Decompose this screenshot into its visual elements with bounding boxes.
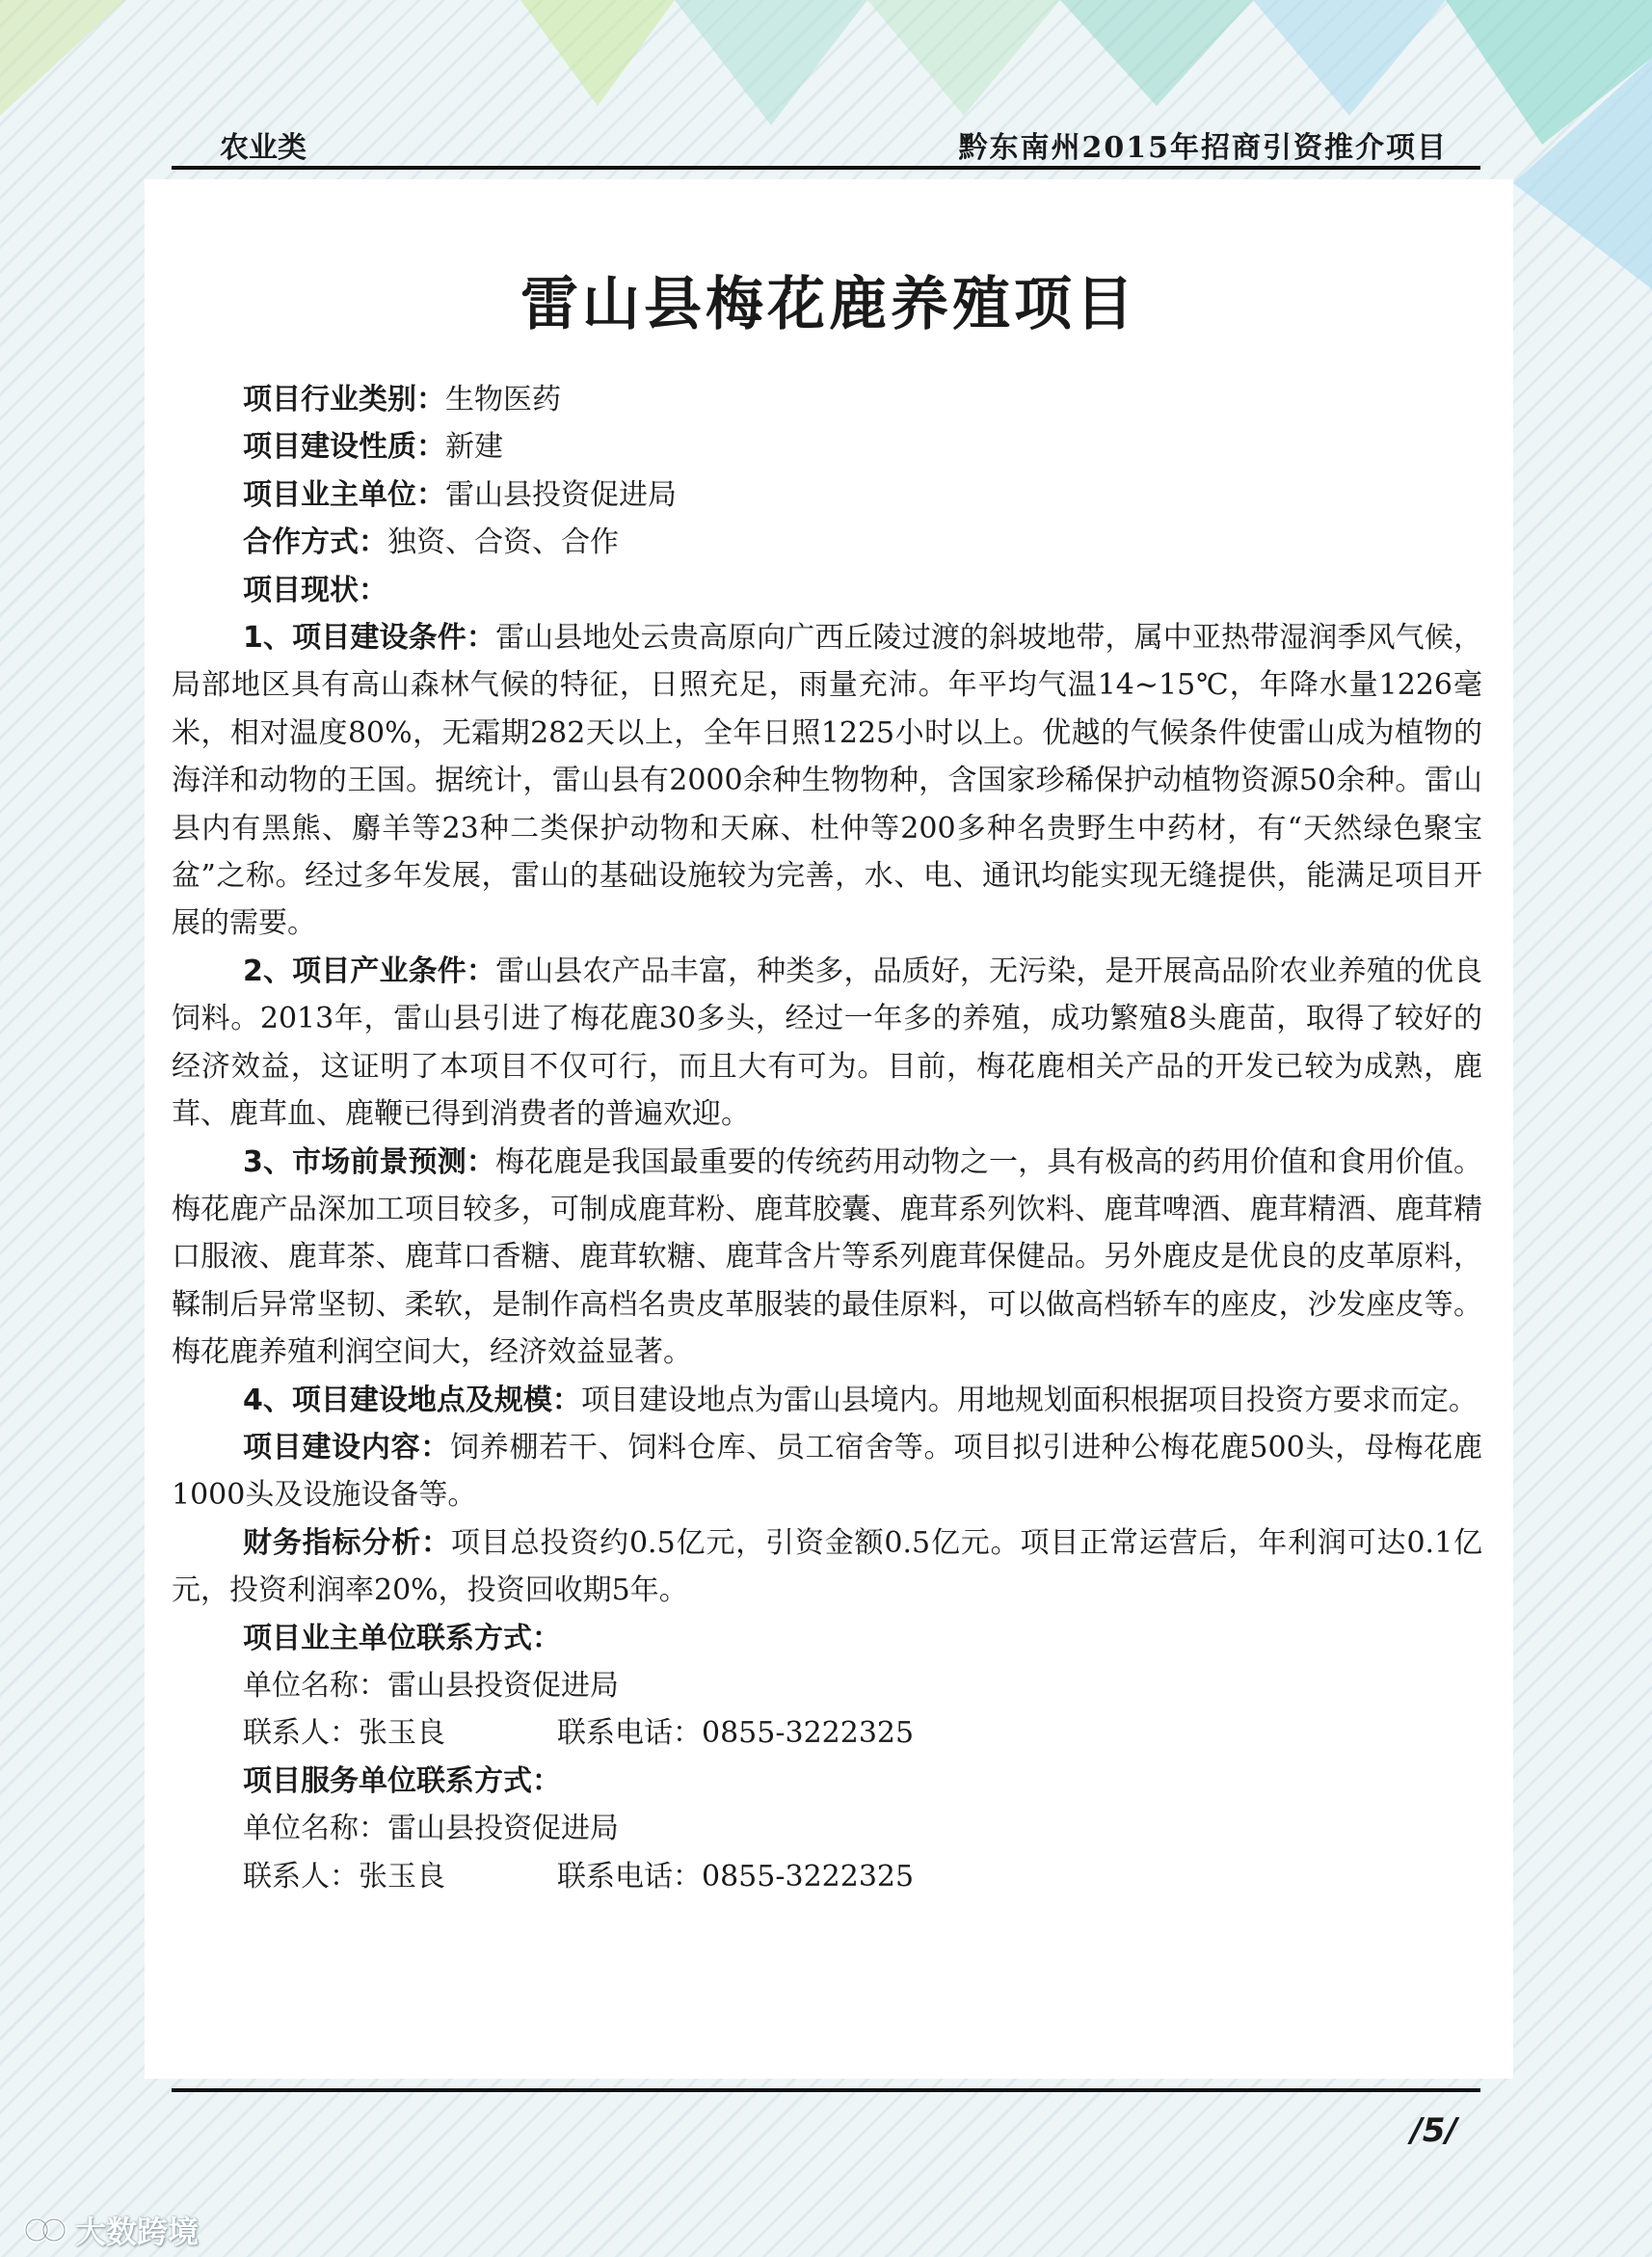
page-title: 雷山县梅花鹿养殖项目 <box>520 271 1137 338</box>
section-label: 2、项目产业条件： <box>243 954 495 988</box>
watermark-text: 大数跨境 <box>75 2214 200 2250</box>
field-value: 独资、合资、合作 <box>387 525 619 560</box>
header-publication: 黔东南州2015年招商引资推介项目 <box>958 131 1448 165</box>
org-label: 单位名称： <box>243 1812 387 1846</box>
header-category: 农业类 <box>220 131 306 165</box>
contact-service-heading <box>172 1758 1482 1805</box>
field-status <box>172 567 1482 614</box>
watermark-logo-icon <box>23 2213 67 2247</box>
phone-label: 联系电话： <box>557 1859 702 1894</box>
org-label: 单位名称： <box>243 1668 387 1703</box>
field-value: 新建 <box>445 430 503 465</box>
section-construction-conditions <box>172 614 1482 948</box>
section-financial-analysis <box>172 1519 1482 1615</box>
person-name: 张玉良 <box>359 1859 445 1894</box>
section-industry-conditions <box>172 948 1482 1139</box>
field-label: 项目现状： <box>243 573 387 607</box>
field-label: 项目行业类别： <box>243 383 445 416</box>
phone-number: 0855-3222325 <box>702 1859 915 1894</box>
watermark <box>23 2208 199 2252</box>
section-construction-content <box>172 1424 1482 1519</box>
document-body <box>172 376 1482 1900</box>
section-label: 财务指标分析： <box>243 1525 451 1560</box>
contact-heading: 项目服务单位联系方式： <box>243 1763 561 1798</box>
section-market-outlook <box>172 1139 1482 1377</box>
person-label: 联系人： <box>243 1859 359 1894</box>
section-text: 项目建设地点为雷山县境内。用地规划面积根据项目投资方要求而定。 <box>580 1383 1478 1417</box>
field-nature <box>172 423 1482 470</box>
section-text: 梅花鹿是我国最重要的传统药用动物之一，具有极高的药用价值和食用价值。梅花鹿产品深加工项目较多，可制成鹿茸粉、鹿茸胶囊、鹿茸系列饮料、鹿茸啤酒、鹿茸精酒、鹿茸精口服液、鹿茸茶、鹿茸口香糖、鹿茸软糖、鹿茸含片等系列鹿茸保健品。另外鹿皮是优良的皮革原料，鞣制后异常坚韧、柔软，是制作高档名贵皮革服装的最佳原料，可以做高档轿车的座皮，沙发座皮等。梅花鹿养殖利润空间大，经济效益显著。 <box>172 1144 1483 1370</box>
section-text: 饲养棚若干、饲料仓库、员工宿舍等。项目拟引进种公梅花鹿500头，母梅花鹿1000头及设施设备等。 <box>172 1430 1482 1513</box>
section-label: 4、项目建设地点及规模： <box>243 1383 581 1417</box>
section-text: 雷山县地处云贵高原向广西丘陵过渡的斜坡地带，属中亚热带湿润季风气候，局部地区具有高山森林气候的特征，日照充足，雨量充沛。年平均气温14~15℃，年降水量1226毫米，相对温度80%，无霜期282天以上，全年日照1225小时以上。优越的气候条件使雷山成为植物的海洋和动物的王国。据统计，雷山县有2000余种生物物种，含国家珍稀保护动植物资源50余种。雷山县内有黑熊、麝羊等23种二类保护动物和天麻、杜仲等200多种名贵野生中药材，有“天然绿色聚宝盆”之称。经过多年发展，雷山的基础设施较为完善，水、电、通讯均能实现无缝提供，能满足项目开展的需要。 <box>172 621 1483 941</box>
footer-rule <box>172 2088 1480 2092</box>
section-text: 项目总投资约0.5亿元，引资金额0.5亿元。项目正常运营后，年利润可达0.1亿元，投资利润率20%，投资回收期5年。 <box>172 1525 1482 1608</box>
field-value: 生物医药 <box>445 383 561 416</box>
org-name: 雷山县投资促进局 <box>387 1812 619 1846</box>
field-label: 项目建设性质： <box>243 430 445 465</box>
section-label: 3、市场前景预测： <box>243 1144 495 1179</box>
org-name: 雷山县投资促进局 <box>387 1668 619 1703</box>
section-label: 项目建设内容： <box>243 1430 451 1464</box>
field-owner <box>172 471 1482 519</box>
phone-label: 联系电话： <box>557 1716 702 1751</box>
field-value: 雷山县投资促进局 <box>445 477 677 512</box>
field-label: 项目业主单位： <box>243 477 445 512</box>
phone-number: 0855-3222325 <box>702 1716 915 1751</box>
field-label: 合作方式： <box>243 525 387 560</box>
contact-service-person <box>172 1853 1482 1900</box>
field-cooperation <box>172 519 1482 566</box>
field-industry <box>172 376 1482 423</box>
page-number: /5/ <box>1410 2111 1457 2150</box>
contact-owner-heading <box>172 1615 1482 1662</box>
person-name: 张玉良 <box>359 1716 445 1751</box>
contact-heading: 项目业主单位联系方式： <box>243 1621 561 1655</box>
contact-owner-org <box>172 1662 1482 1709</box>
section-text: 雷山县农产品丰富，种类多，品质好，无污染，是开展高品阶农业养殖的优良饲料。2013年，雷山县引进了梅花鹿30多头，经过一年多的养殖，成功繁殖8头鹿苗，取得了较好的经济效益，这证明了本项目不仅可行，而且大有可为。目前，梅花鹿相关产品的开发已较为成熟，鹿茸、鹿茸血、鹿鞭已得到消费者的普遍欢迎。 <box>172 954 1483 1132</box>
contact-service-org <box>172 1805 1482 1852</box>
header-rule <box>172 166 1480 170</box>
section-location-scale <box>172 1377 1482 1424</box>
section-label: 1、项目建设条件： <box>243 621 495 656</box>
contact-owner-person <box>172 1709 1482 1757</box>
person-label: 联系人： <box>243 1716 359 1751</box>
